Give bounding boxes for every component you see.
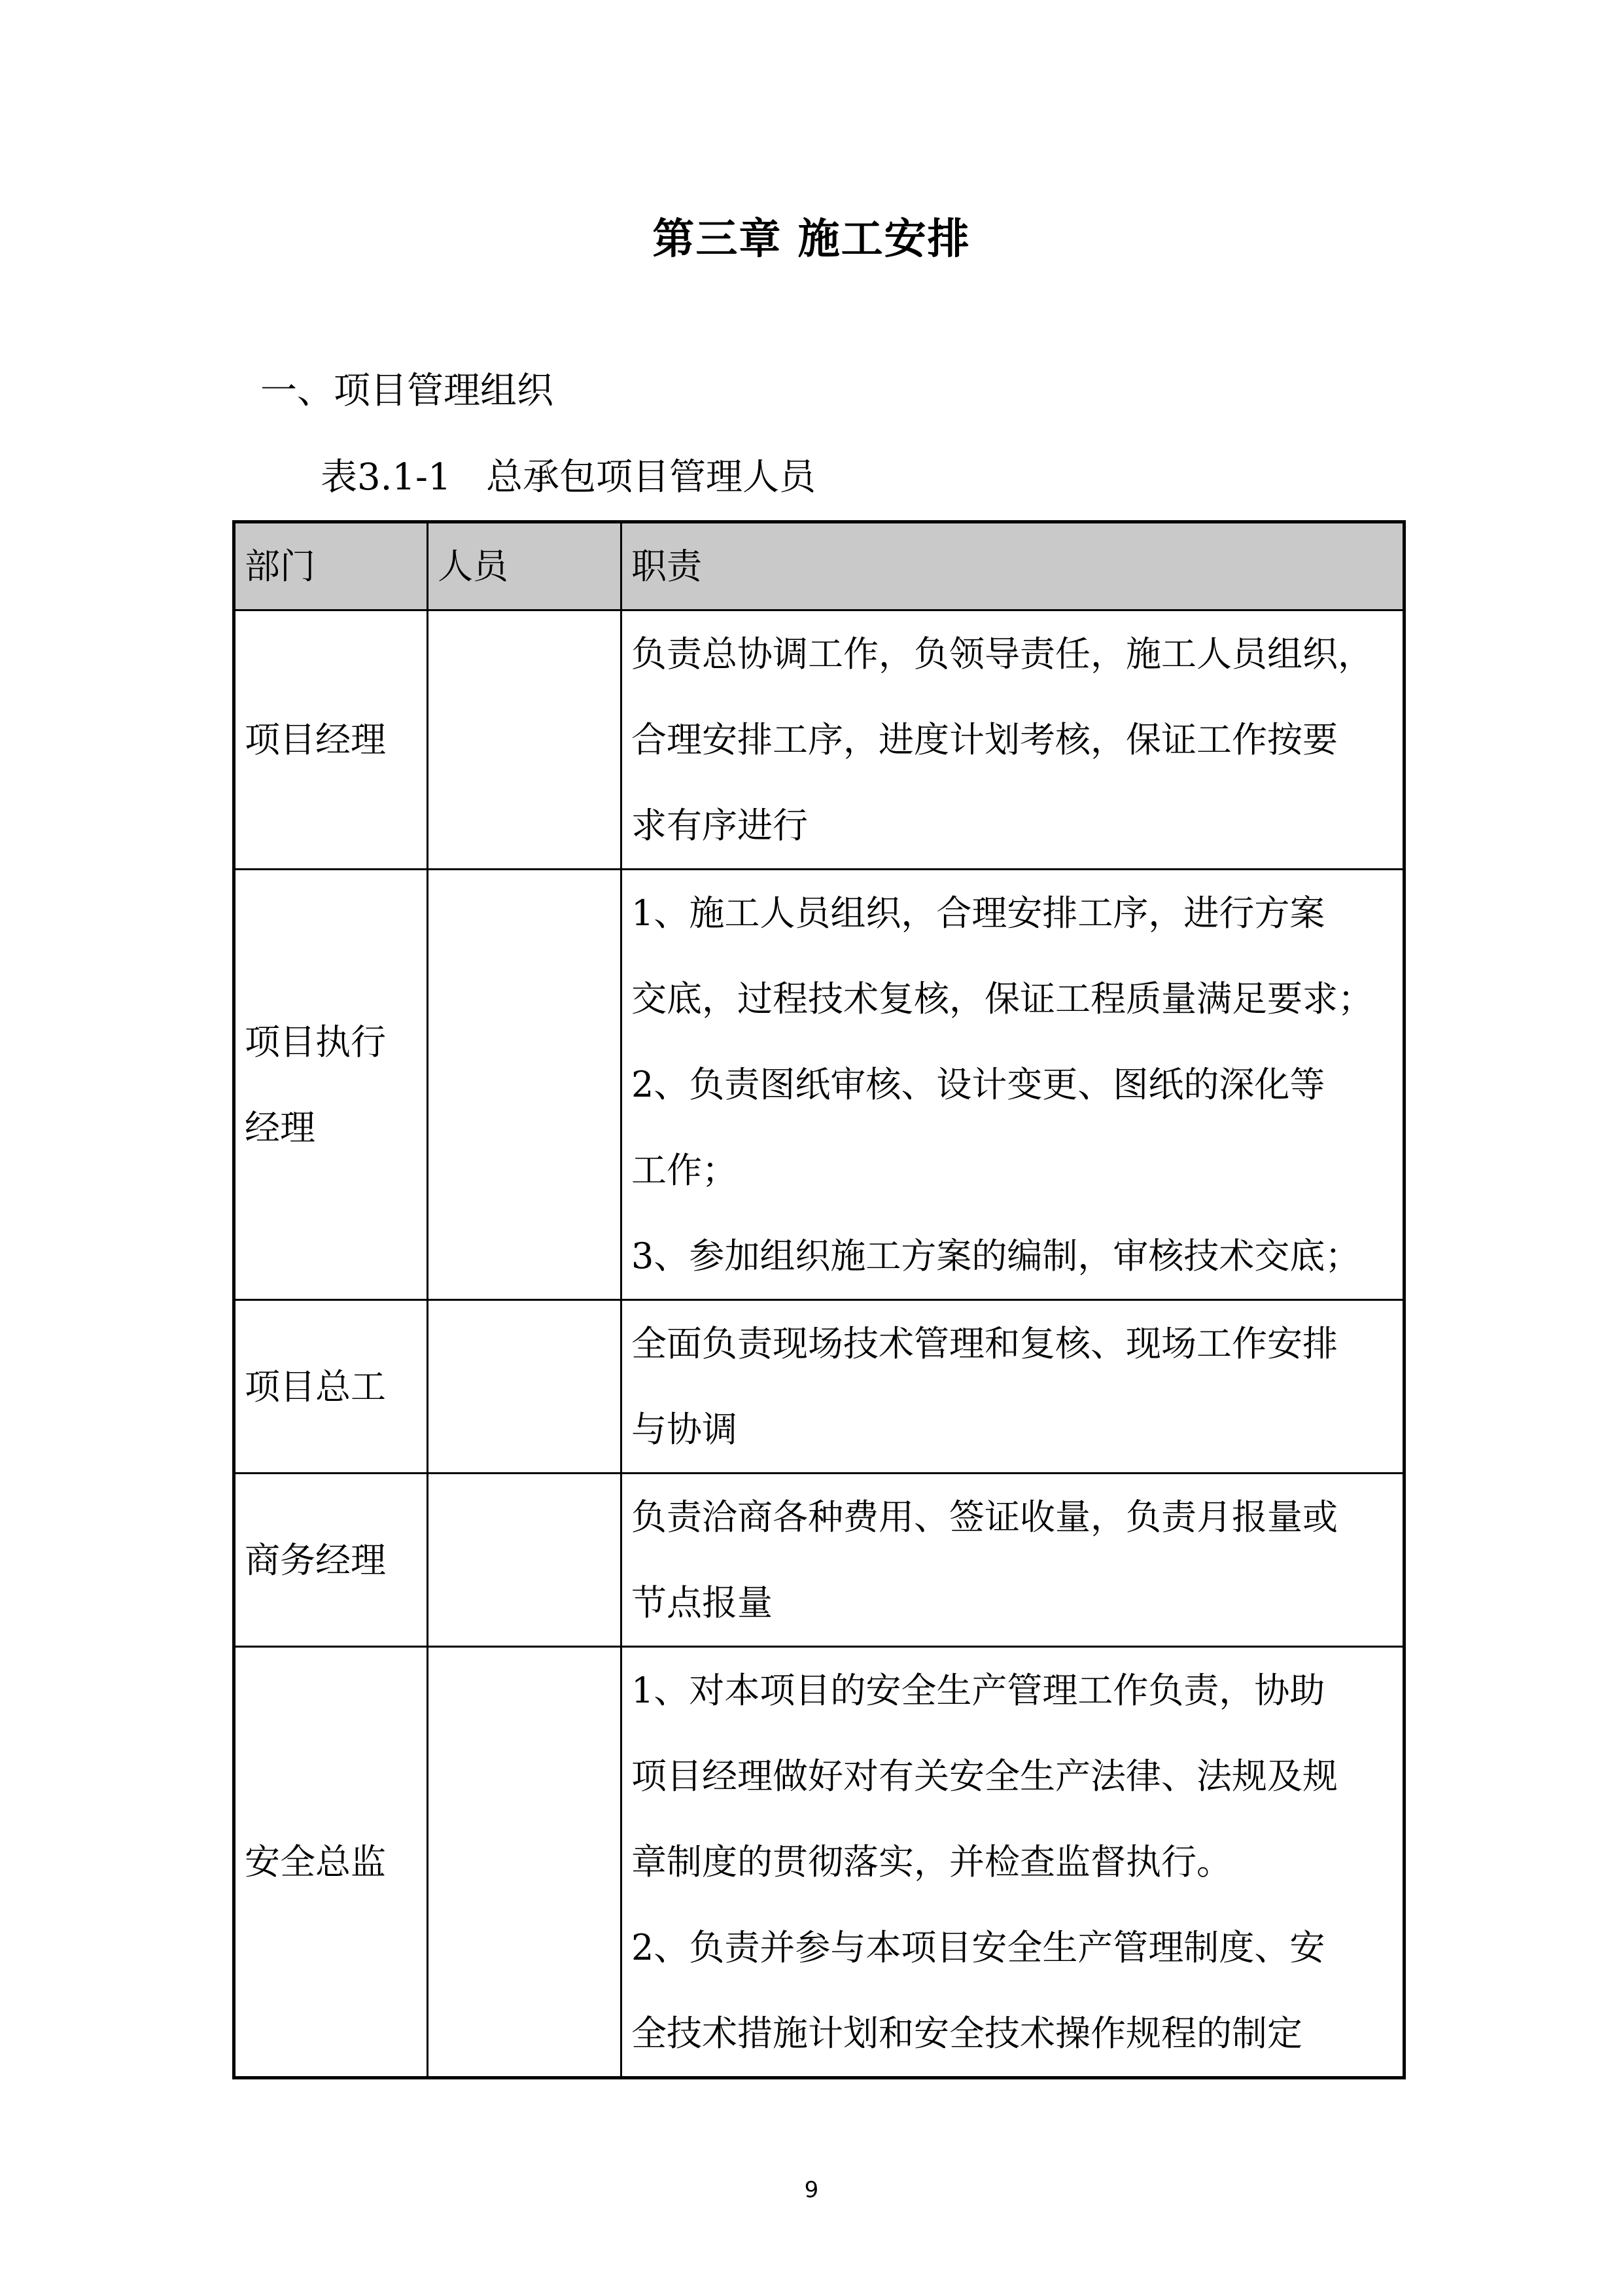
responsibilities-cell [621, 610, 1405, 870]
duty-line: 与协调 [631, 1409, 737, 1450]
duty-line: 3、参加组织施工方案的编制，审核技术交底； [631, 1235, 1361, 1277]
chapter-title: 第三章 施工安排 [652, 215, 971, 264]
responsibilities-cell [621, 870, 1405, 1300]
duty-line: 合理安排工序，进度计划考核，保证工作按要 [631, 719, 1338, 760]
table-row [234, 1474, 1405, 1647]
department-name: 项目执行 [245, 1021, 386, 1063]
department-cell [234, 1300, 428, 1474]
table-row [234, 1300, 1405, 1474]
department-name: 安全总监 [245, 1841, 386, 1882]
department-cell [234, 610, 428, 870]
header-responsibilities: 职责 [621, 522, 1405, 610]
personnel-cell [428, 1300, 621, 1474]
duty-line: 节点报量 [631, 1582, 773, 1623]
department-name: 商务经理 [245, 1539, 386, 1581]
department-name: 经理 [245, 1106, 315, 1148]
table-caption: 表3.1-1 总承包项目管理人员 [321, 456, 816, 499]
personnel-cell [428, 610, 621, 870]
personnel-cell [428, 1647, 621, 2078]
duty-line: 负责洽商各种费用、签证收量，负责月报量或 [631, 1496, 1338, 1538]
personnel-cell [428, 1474, 621, 1647]
department-name: 项目总工 [245, 1366, 386, 1407]
table-header-row [234, 522, 1405, 610]
staff-table [232, 520, 1406, 2079]
duty-line: 项目经理做好对有关安全生产法律、法规及规 [631, 1756, 1338, 1797]
duty-line: 章制度的贯彻落实，并检查监督执行。 [631, 1841, 1232, 1882]
table-row [234, 1647, 1405, 2078]
duty-line: 全面负责现场技术管理和复核、现场工作安排 [631, 1323, 1338, 1364]
duty-line: 2、负责并参与本项目安全生产管理制度、安 [631, 1927, 1325, 1968]
table-row [234, 610, 1405, 870]
header-personnel: 人员 [428, 522, 621, 610]
header-department: 部门 [234, 522, 428, 610]
duty-line: 负责总协调工作，负领导责任，施工人员组织， [631, 633, 1373, 675]
page-number: 9 [804, 2177, 819, 2203]
duty-line: 1、对本项目的安全生产管理工作负责，协助 [631, 1670, 1325, 1711]
department-name: 项目经理 [245, 719, 386, 760]
responsibilities-cell [621, 1474, 1405, 1647]
duty-line: 1、施工人员组织，合理安排工序，进行方案 [631, 892, 1325, 934]
department-cell [234, 870, 428, 1300]
department-cell [234, 1647, 428, 2078]
section-heading: 一、项目管理组织 [260, 370, 553, 412]
department-cell [234, 1474, 428, 1647]
responsibilities-cell [621, 1647, 1405, 2078]
duty-line: 2、负责图纸审核、设计变更、图纸的深化等 [631, 1064, 1325, 1105]
duty-line: 工作； [631, 1150, 737, 1191]
duty-line: 求有序进行 [631, 805, 808, 846]
table-row [234, 870, 1405, 1300]
responsibilities-cell [621, 1300, 1405, 1474]
duty-line: 交底，过程技术复核，保证工程质量满足要求； [631, 978, 1373, 1019]
duty-line: 全技术措施计划和安全技术操作规程的制定 [631, 2013, 1302, 2054]
personnel-cell [428, 870, 621, 1300]
